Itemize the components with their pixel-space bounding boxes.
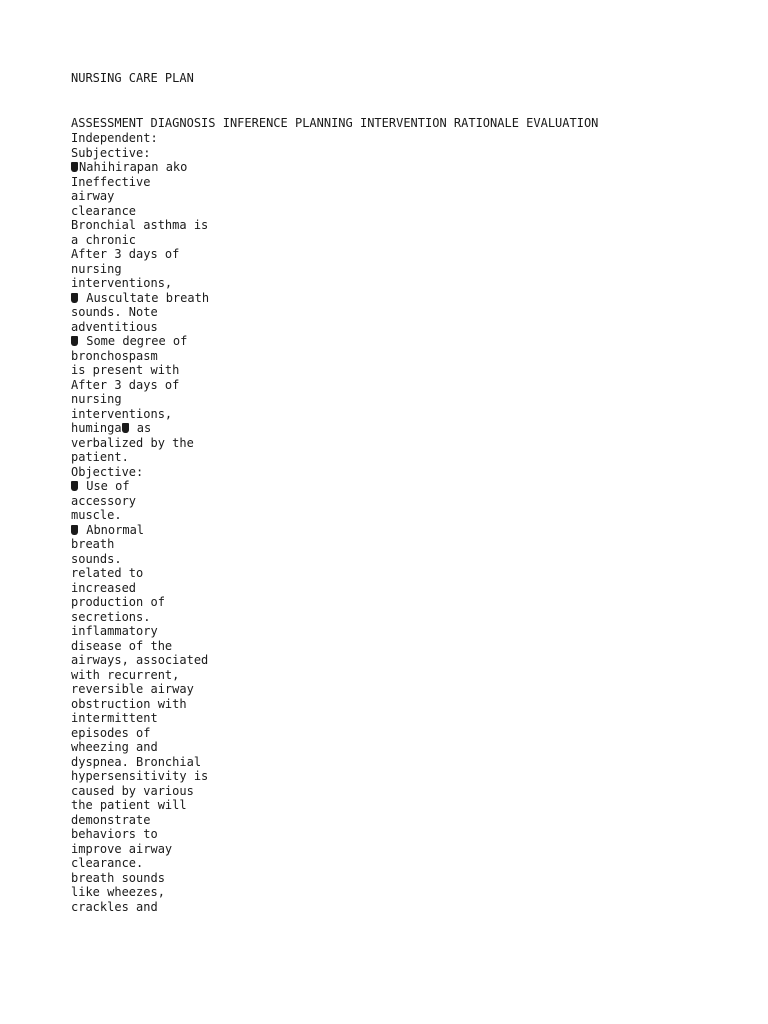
text-line: interventions,	[71, 406, 173, 421]
text-line: Use of	[71, 479, 751, 494]
column-headers: ASSESSMENT DIAGNOSIS INFERENCE PLANNING INTERVENTION RATIONALE EVALUATION	[71, 116, 599, 130]
text-line: breath	[71, 537, 115, 551]
text-line: improve airway	[71, 841, 173, 856]
text-line: disease of the	[71, 638, 173, 653]
text-line: Ineffective	[71, 174, 151, 189]
text-line: inflammatory	[71, 624, 158, 638]
text-line: dyspnea. Bronchial	[71, 754, 202, 769]
text-line: clearance	[71, 203, 137, 218]
unknown-character-icon	[71, 336, 78, 346]
text-line: wheezing and	[71, 740, 158, 754]
text-line: crackles and	[71, 899, 158, 914]
text-line: Nahihirapan ako	[71, 160, 751, 175]
text-line: breath sounds	[71, 870, 165, 885]
text-line: Independent:	[71, 131, 158, 145]
text-line: After 3 days of	[71, 247, 180, 261]
text-line: hypersensitivity is	[71, 769, 209, 783]
text-line: Subjective:	[71, 145, 151, 160]
text-line: nursing	[71, 392, 122, 406]
text-line: secretions.	[71, 609, 151, 624]
text-line: like wheezes,	[71, 885, 165, 899]
text-line: Some degree of	[71, 334, 751, 349]
text-line: a chronic	[71, 232, 137, 247]
text-line: adventitious	[71, 319, 158, 334]
text-line: nursing	[71, 261, 122, 276]
text-line: caused by various	[71, 783, 194, 798]
text-line: Bronchial asthma is	[71, 218, 209, 232]
text-line: reversible airway	[71, 682, 194, 696]
text-line: the patient will	[71, 798, 187, 812]
text-line: airways, associated	[71, 653, 209, 667]
text-line: sounds. Note	[71, 305, 158, 319]
text-line: is present with	[71, 363, 180, 377]
text-line: sounds.	[71, 551, 122, 566]
text-line: demonstrate	[71, 812, 151, 827]
text-line: clearance.	[71, 856, 144, 870]
document-title: NURSING CARE PLAN	[71, 71, 194, 85]
unknown-character-icon	[122, 423, 129, 433]
text-line: behaviors to	[71, 827, 158, 841]
text-line: production of	[71, 595, 165, 609]
text-line: muscle.	[71, 508, 122, 522]
care-plan-text	[71, 131, 751, 914]
text-line: episodes of	[71, 725, 151, 740]
text-line: After 3 days of	[71, 377, 180, 392]
text-line: increased	[71, 580, 137, 595]
text-line: intermittent	[71, 711, 158, 725]
text-line: patient.	[71, 450, 129, 464]
text-line: airway	[71, 189, 115, 203]
unknown-character-icon	[71, 162, 78, 172]
text-line: Objective:	[71, 464, 144, 479]
text-line: Abnormal	[71, 523, 751, 538]
text-line: verbalized by the	[71, 435, 194, 450]
text-line: obstruction with	[71, 696, 187, 711]
text-line: huminga as	[71, 421, 152, 435]
text-line: bronchospasm	[71, 348, 158, 363]
text-line: accessory	[71, 493, 137, 508]
document-page	[71, 70, 751, 914]
text-line: related to	[71, 566, 144, 580]
text-line: Auscultate breath	[71, 291, 751, 306]
unknown-character-icon	[71, 293, 78, 303]
text-line: interventions,	[71, 276, 173, 290]
text-line: with recurrent,	[71, 667, 180, 682]
unknown-character-icon	[71, 525, 78, 535]
unknown-character-icon	[71, 481, 78, 491]
